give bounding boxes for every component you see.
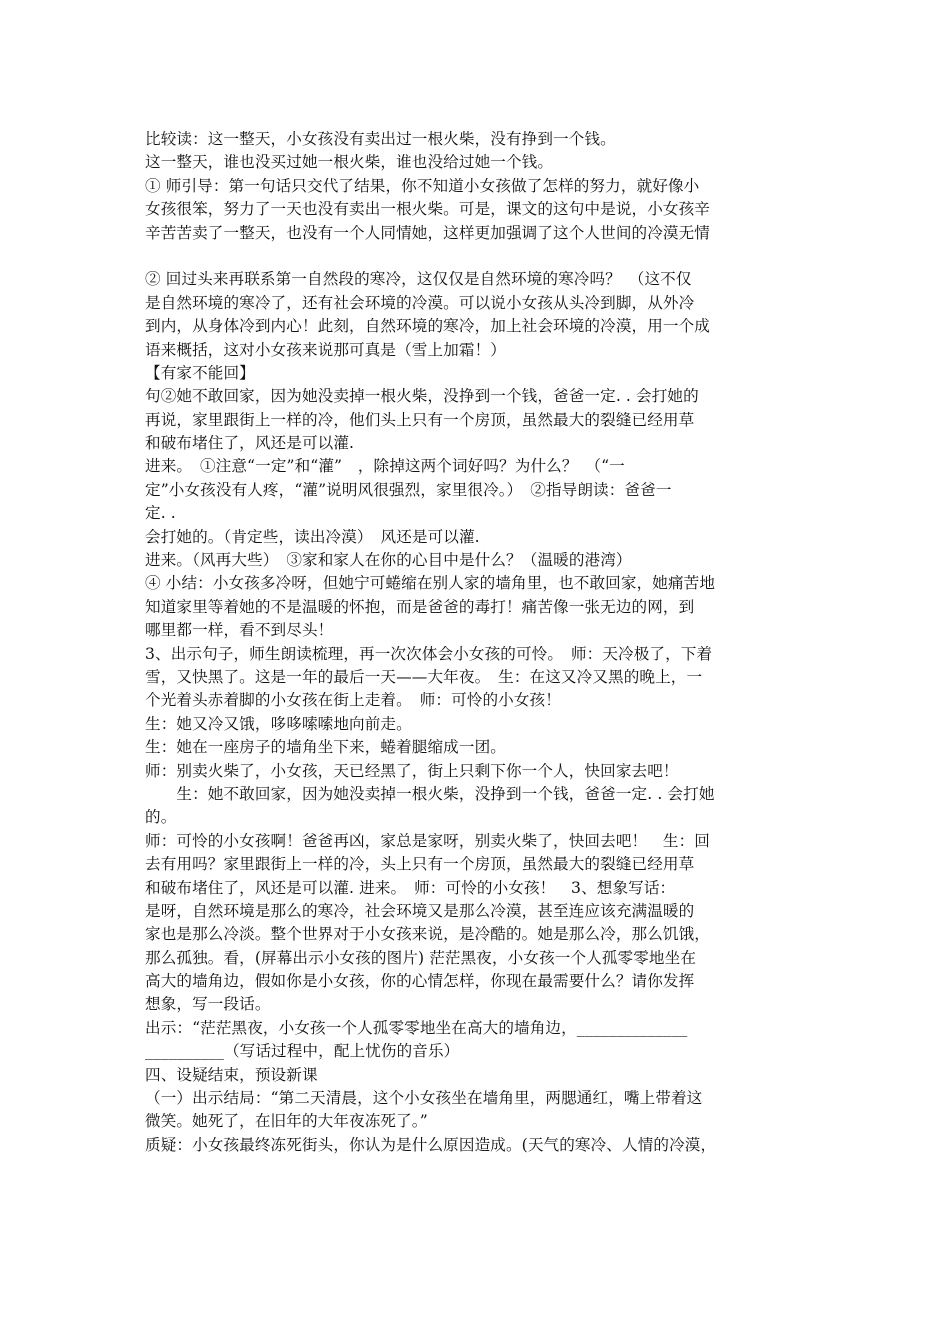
text-line: 比较读：这一整天，小女孩没有卖出过一根火柴，没有挣到一个钱。 [145, 130, 616, 148]
text-line: 3、出示句子，师生朗读梳理，再一次次体会小女孩的可怜。 师：天冷极了，下着 [145, 644, 713, 663]
text-line: 那么孤独。看，(屏幕出示小女孩的图片) 茫茫黑夜，小女孩一个人孤零零地坐在 [145, 948, 697, 967]
text-line: 生：她不敢回家，因为她没卖掉一根火柴，没挣到一个钱，爸爸一定. . 会打她 [145, 784, 715, 803]
text-line: 四、设疑结束，预设新课 [145, 1065, 318, 1084]
text-line: 是自然环境的寒冷了，还有社会环境的冷漠。可以说小女孩从头冷到脚，从外冷 [145, 293, 695, 312]
text-line: 语来概括，这对小女孩来说那可真是（雪上加霜！） [145, 340, 506, 359]
text-line: 句②她不敢回家，因为她没卖掉一根火柴，没挣到一个钱，爸爸一定. . 会打她的 [145, 387, 699, 406]
text-line: 知道家里等着她的不是温暖的怀抱，而是爸爸的毒打！痛苦像一张无边的网，到 [145, 597, 695, 616]
text-line: ① 师引导：第一句话只交代了结果，你不知道小女孩做了怎样的努力，就好像小 [145, 176, 700, 195]
text-line: 会打她的。（肯定些，读出冷漠） 风还是可以灌. [145, 527, 480, 546]
text-line: __________（写话过程中，配上忧伤的音乐） [145, 1042, 460, 1061]
text-line: 雪，又快黑了。这是一年的最后一天——大年夜。 生：在这又冷又黑的晚上，一 [145, 667, 703, 686]
text-line: 家也是那么冷淡。整个世界对于小女孩来说，是冷酷的。她是那么冷，那么饥饿， [145, 925, 710, 944]
text-line: 生：她又冷又饿，哆哆嗦嗦地向前走。 [145, 714, 412, 733]
text-line: 个光着头赤着脚的小女孩在街上走着。 师：可怜的小女孩！ [145, 691, 561, 710]
text-line: 女孩很笨，努力了一天也没有卖出一根火柴。可是，课文的这句中是说，小女孩辛 [145, 200, 710, 219]
text-line: 进来。（风再大些） ③家和家人在你的心目中是什么？（温暖的港湾） [145, 551, 632, 570]
text-line: （一）出示结局：“第二天清晨，这个小女孩坐在墙角里，两腮通红，嘴上带着这 [145, 1089, 703, 1108]
text-line: 辛苦苦卖了一整天，也没有一个人同情她，这样更加强调了这个人世间的冷漠无情 [145, 223, 710, 242]
text-line: 生：她在一座房子的墙角坐下来，蜷着腿缩成一团。 [145, 738, 506, 757]
document-page [145, 128, 810, 1157]
text-line: 定. . [145, 504, 176, 523]
text-line: 和破布堵住了，风还是可以灌. [145, 434, 355, 453]
text-line: 去有用吗？家里跟街上一样的冷，头上只有一个房顶，虽然最大的裂缝已经用草 [145, 855, 695, 874]
text-line: 师：别卖火柴了，小女孩，天已经黑了，街上只剩下你一个人，快回家去吧！ [145, 761, 679, 780]
text-line: ④ 小结：小女孩多冷呀，但她宁可蜷缩在别人家的墙角里，也不敢回家，她痛苦地 [145, 574, 716, 593]
text-line: 和破布堵住了，风还是可以灌. 进来。 师：可怜的小女孩！ 3、想象写话： [145, 878, 676, 897]
text-line: ② 回过头来再联系第一自然段的寒冷，这仅仅是自然环境的寒冷吗？ （这不仅 [145, 270, 692, 289]
text-line: 进来。 ①注意“一定”和“灌” ，除掉这两个词好吗？为什么？ （“一 [145, 457, 625, 476]
text-line: 质疑：小女孩最终冻死街头，你认为是什么原因造成。(天气的寒冷、人情的冷漠， [145, 1135, 717, 1154]
text-line: 想象，写一段话。 [145, 995, 271, 1014]
text-line: 师：可怜的小女孩啊！爸爸再凶，家总是家呀，别卖火柴了，快回去吧！ 生：回 [145, 831, 710, 850]
text-line: 【有家不能回】 [145, 363, 255, 382]
text-line: 高大的墙角边，假如你是小女孩，你的心情怎样，你现在最需要什么？请你发挥 [145, 972, 695, 991]
text-line: 的。 [145, 808, 177, 827]
text-line [145, 245, 810, 268]
text-line: 微笑。她死了，在旧年的大年夜冻死了。” [145, 1112, 428, 1131]
text-line: 定”小女孩没有人疼，“灌”说明风很强烈，家里很冷。） ②指导朗读：爸爸一 [145, 480, 672, 499]
text-line: 出示：“茫茫黑夜，小女孩一个人孤零零地坐在高大的墙角边，______________ [145, 1018, 688, 1037]
text-line: 这一整天，谁也没买过她一根火柴，谁也没给过她一个钱。 [145, 153, 554, 172]
text-line: 哪里都一样，看不到尽头！ [145, 621, 334, 640]
text-line: 到内，从身体冷到内心！此刻，自然环境的寒冷，加上社会环境的冷漠，用一个成 [145, 317, 710, 336]
text-line: 是呀，自然环境是那么的寒冷，社会环境又是那么冷漠，甚至连应该充满温暖的 [145, 901, 695, 920]
text-line: 再说，家里跟街上一样的冷，他们头上只有一个房顶，虽然最大的裂缝已经用草 [145, 410, 695, 429]
